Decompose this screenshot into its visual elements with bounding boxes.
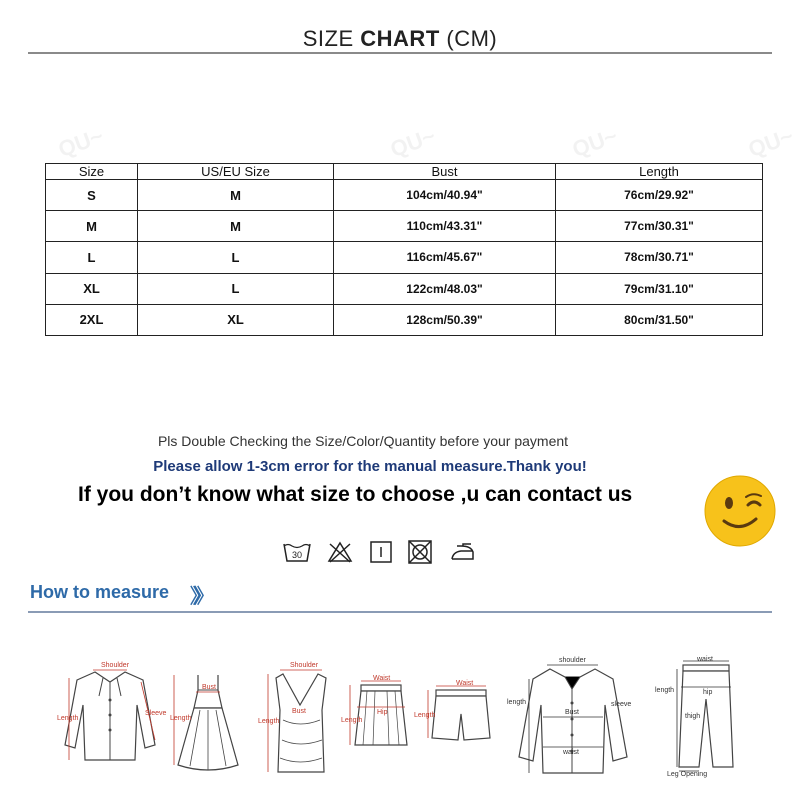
blouse-diagram: [55, 660, 165, 780]
watermark: QU~: [568, 122, 621, 163]
iron-icon: [449, 542, 475, 562]
cell-us-eu-size: M: [138, 180, 334, 211]
pants-diagram: [655, 655, 750, 785]
tumble-dry-icon: [370, 541, 392, 563]
shirt-diagram: [505, 655, 640, 780]
cell-bust: 128cm/50.39": [334, 304, 556, 335]
watermark: QU~: [744, 122, 797, 163]
label-hip: Hip: [377, 709, 388, 716]
label-bust: Bust: [565, 709, 580, 716]
cell-size: L: [46, 242, 138, 273]
watermark: QU~: [386, 122, 439, 163]
label-length: length: [507, 699, 527, 706]
cell-bust: 104cm/40.94": [334, 180, 556, 211]
cell-size: S: [46, 180, 138, 211]
title-bold: CHART: [360, 26, 440, 51]
double-check-note: Pls Double Checking the Size/Color/Quantity before your payment: [157, 433, 569, 449]
title-divider: [28, 52, 772, 54]
pants-icon: [655, 655, 750, 785]
column-header-length: Length: [556, 164, 763, 180]
cell-bust: 116cm/45.67": [334, 242, 556, 273]
cell-length: 77cm/30.31": [556, 211, 763, 242]
no-bleach-icon: [327, 540, 353, 564]
skirt-diagram: [341, 675, 415, 755]
cell-bust: 110cm/43.31": [334, 211, 556, 242]
page-title: [0, 26, 800, 52]
vest-top-diagram: [258, 660, 343, 780]
label-waist: Waist: [373, 675, 391, 682]
svg-text:30: 30: [291, 550, 303, 560]
measure-error-note: Please allow 1-3cm error for the manual measure.Thank you!: [153, 458, 587, 475]
how-to-measure-heading: How to measure: [30, 582, 170, 602]
label-sleeve: Sleeve: [145, 710, 167, 717]
column-header-size: Size: [46, 164, 138, 180]
dress-diagram: [170, 670, 250, 780]
table-row: [46, 180, 763, 211]
cell-bust: 122cm/48.03": [334, 273, 556, 304]
no-tumble-dry-icon: [408, 540, 432, 564]
cell-us-eu-size: XL: [138, 304, 334, 335]
table-row: [46, 304, 763, 335]
shirt-icon: [505, 655, 640, 780]
cell-length: 76cm/29.92": [556, 180, 763, 211]
label-waist: Waist: [456, 680, 474, 687]
arrows-icon: 》》: [190, 586, 208, 608]
cell-size: 2XL: [46, 304, 138, 335]
label-hip: hip: [703, 689, 713, 696]
label-length: Length: [414, 712, 436, 719]
cell-size: M: [46, 211, 138, 242]
label-bust: Bust: [292, 708, 307, 715]
cell-us-eu-size: L: [138, 242, 334, 273]
column-header-bust: Bust: [334, 164, 556, 180]
table-row: [46, 211, 763, 242]
watermark: QU~: [54, 122, 107, 163]
label-waist: waist: [563, 749, 579, 756]
wash-30-icon: [283, 540, 311, 564]
cell-length: 78cm/30.71": [556, 242, 763, 273]
label-leg-opening: Leg Opening: [667, 771, 708, 778]
label-length: Length: [258, 718, 280, 725]
cell-length: 80cm/31.50": [556, 304, 763, 335]
cell-us-eu-size: L: [138, 273, 334, 304]
cell-us-eu-size: M: [138, 211, 334, 242]
label-shoulder: Shoulder: [101, 662, 130, 669]
label-thigh: thigh: [685, 713, 701, 720]
winking-emoji-icon: [704, 475, 776, 547]
care-icons-row: [283, 540, 493, 568]
table-row: [46, 242, 763, 273]
label-waist: waist: [697, 656, 713, 663]
contact-us-note: If you don’t know what size to choose ,u can contact us: [78, 483, 633, 506]
title-prefix: SIZE: [302, 26, 354, 51]
table-row: [46, 273, 763, 304]
label-length: Length: [170, 715, 192, 722]
label-length: Length: [341, 717, 363, 724]
label-bust: Bust: [202, 684, 217, 691]
shorts-diagram: [414, 680, 500, 745]
how-to-measure-divider: [28, 611, 772, 613]
cell-length: 79cm/31.10": [556, 273, 763, 304]
size-chart-table: [45, 163, 763, 336]
label-length: length: [655, 687, 675, 694]
cell-size: XL: [46, 273, 138, 304]
label-sleeve: sleeve: [611, 701, 632, 708]
table-header-row: [46, 164, 763, 180]
column-header-us-eu-size: US/EU Size: [138, 164, 334, 180]
title-suffix: (CM): [446, 26, 498, 51]
label-length: Length: [57, 715, 79, 722]
label-shoulder: Shoulder: [290, 662, 319, 669]
label-shoulder: shoulder: [559, 657, 586, 664]
